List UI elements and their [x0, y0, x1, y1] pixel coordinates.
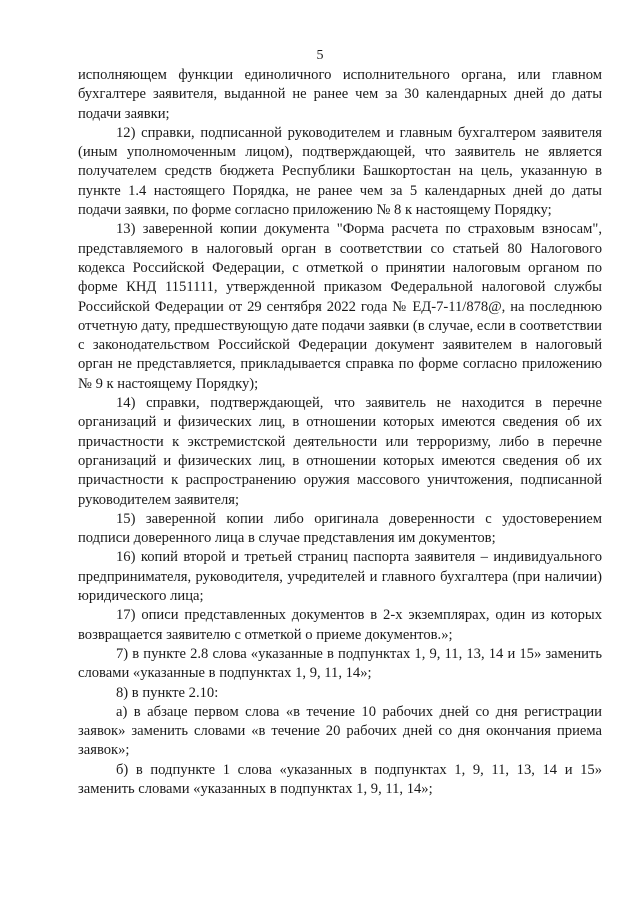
paragraph-amendment-8a: а) в абзаце первом слова «в течение 10 рабочих дней со дня регистрации заявок» заменить словами «в течение 20 рабочих дней со дня окончания приема заявок»;	[78, 703, 602, 759]
paragraph-item-12: 12) справки, подписанной руководителем и главным бухгалтером заявителя (иным уполномоченным лицом), подтверждающей, что заявитель не является получателем средств бюджета Республики Башкортостан на цель, указанную в пункте 1.4 настоящего Порядка, не ранее чем за 5 календарных дней до даты подачи заявки, по форме согласно приложению № 8 к настоящему Порядку;	[78, 124, 602, 219]
paragraph-amendment-8: 8) в пункте 2.10:	[116, 684, 219, 701]
page-number: 5	[316, 48, 324, 63]
paragraph-item-15: 15) заверенной копии либо оригинала доверенности с удостоверением подписи доверенного лица в случае представления им документов;	[78, 510, 602, 547]
paragraph-item-16: 16) копий второй и третьей страниц паспорта заявителя – индивидуального предпринимателя, руководителя, учредителей и главного бухгалтера (при наличии) юридического лица;	[78, 549, 602, 605]
paragraph-continuation: исполняющем функции единоличного исполнительного органа, или главном бухгалтере заявителя, выданной не ранее чем за 30 календарных дней до даты подачи заявки;	[78, 67, 602, 122]
paragraph-item-17: 17) описи представленных документов в 2-х экземплярах, один из которых возвращается заявителю с отметкой о приеме документов.»;	[78, 607, 602, 643]
paragraph-item-13: 13) заверенной копии документа "Форма расчета по страховым взносам", представляемого в налоговый орган в соответствии со статьей 80 Налогового кодекса Российской Федерации, с отметкой о принятии налоговым органом по форме КНД 1151111, утвержденной приказом Федеральной налоговой службы Российской Федерации от 29 сентября 2022 года № ЕД-7-11/878@, на последнюю отчетную дату, предшествующую дате подачи заявки (в случае, если в соответствии с законодательством Российской Федерации документ заявителем в налоговый орган не представляется, прикладывается справка по форме согласно приложению № 9 к настоящему Порядку);	[78, 221, 602, 392]
paragraph-amendment-8b: б) в подпункте 1 слова «указанных в подпунктах 1, 9, 11, 13, 14 и 15» заменить словами «указанных в подпунктах 1, 9, 11, 14»;	[78, 761, 602, 797]
paragraph-amendment-7: 7) в пункте 2.8 слова «указанные в подпунктах 1, 9, 11, 13, 14 и 15» заменить словами «указанные в подпунктах 1, 9, 11, 14»;	[78, 645, 602, 682]
paragraph-item-14: 14) справки, подтверждающей, что заявитель не находится в перечне организаций и физических лиц, в отношении которых имеются сведения об их причастности к экстремистской деятельности или терроризму, либо в перечне организаций и физических лиц, в отношении которых имеются сведения об их причастности к распространению оружия массового уничтожения, подписанной руководителем заявителя;	[78, 395, 602, 508]
document-body	[78, 66, 602, 799]
